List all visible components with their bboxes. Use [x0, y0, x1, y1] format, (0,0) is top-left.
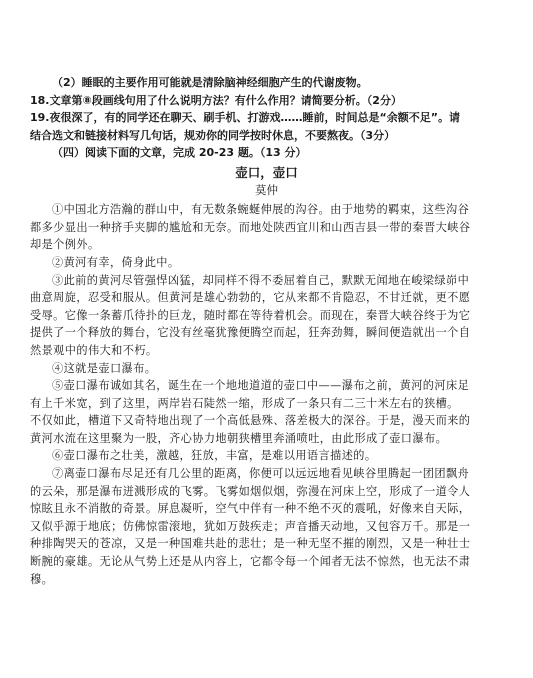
article-line: 不仅如此，槽道下又奇特地出现了一个高低悬殊、落差极大的深谷。于是，漫天而来的: [30, 414, 471, 428]
article-line: 惊眩且永不消散的奇景。屏息凝听，空气中伴有一种不绝不灭的震吼，好像来自天际，: [30, 502, 471, 516]
question-note: （2）睡眠的主要作用可能就是清除脑神经细胞产生的代谢废物。: [52, 76, 368, 89]
section-header: （四）阅读下面的文章，完成 20-23 题。（13 分）: [52, 146, 307, 160]
question-19-line-1: 19.夜很深了，有的同学还在聊天、刷手机、打游戏……睡前，时间总是“余额不足”。请: [30, 111, 460, 125]
article-line: ⑥壶口瀑布之壮美，激越，狂放，丰富，是难以用语言描述的。: [52, 449, 377, 463]
article-line: ③此前的黄河尽管强悍凶猛，却同样不得不委屈着自己，默默无闻地在峻梁绿峁中: [52, 273, 470, 287]
article-line: ②黄河有幸，倚身此中。: [52, 255, 180, 269]
article-line: 受辱。它像一条蓄爪待扑的巨龙，随时都在等待着机会。而现在，秦晋大峡谷终于为它: [30, 308, 471, 322]
article-title: 壶口，壶口: [235, 164, 298, 180]
article-line: ④这就是壶口瀑布。: [52, 361, 157, 375]
article-line: 黄河水流在这里聚为一股，齐心协力地朝狭槽里奔涌喷吐，由此形成了壶口瀑布。: [30, 431, 448, 445]
article-line: 断腕的豪雄。无论从气势上还是从内容上，它都令每一个闻者无法不惊然，也无法不肃: [30, 555, 471, 569]
article-line: 却是个例外。: [30, 238, 100, 252]
article-body: [30, 201, 503, 588]
article-line: 的云朵，那是瀑布迸溅形成的飞雾。飞雾如烟似烟，弥漫在河床上空，形成了一道令人: [30, 484, 471, 498]
article-line: 都多少显出一种挤手夹脚的尴尬和无奈。而地处陕西宜川和山西吉县一带的秦晋大峡谷: [30, 220, 471, 234]
article-line: 提供了一个释放的舞台，它没有丝毫犹豫便腾空而起，狂奔劲舞，瞬间便造就出一个自: [30, 326, 471, 340]
article-line: 然景观中的伟大和不朽。: [30, 343, 158, 357]
question-19-line-2: 结合选文和链接材料写几句话，规劝你的同学按时休息，不要熬夜。（3分）: [30, 128, 396, 142]
article-line: ⑤壶口瀑布诚如其名，诞生在一个地地道道的壶口中——瀑布之前，黄河的河床足: [52, 379, 470, 393]
article-line: 种排陶哭天的苍凉，又是一种国难共赴的悲壮；是一种无坚不摧的刚烈，又是一种壮士: [30, 537, 471, 551]
article-line: ①中国北方浩瀚的群山中，有无数条蜿蜒伸展的沟谷。由于地势的羁束，这些沟谷: [52, 203, 470, 217]
article-author: 莫仲: [255, 182, 278, 197]
article-line: 穆。: [30, 572, 54, 586]
article-line: 有上千米宽，到了这里，两岸岩石陡然一缩，形成了一条只有二三十米左右的狭槽。: [30, 396, 459, 410]
question-18: 18.文章第⑧段画线句用了什么说明方法？有什么作用？请简要分析。（2分）: [30, 93, 402, 107]
article-line: 曲意周旋，忍受和服从。但黄河是雄心勃勃的，它从来都不肯隐忍，不甘迁就，更不愿: [30, 291, 471, 305]
article-line: 又似乎源于地底；仿佛惊雷滚地，犹如万鼓疾走；声音播天动地，又包容万千。那是一: [30, 519, 471, 533]
article-line: ⑦离壶口瀑布尽足还有几公里的距离，你便可以远远地看见峡谷里腾起一团团飘舟: [52, 467, 470, 481]
